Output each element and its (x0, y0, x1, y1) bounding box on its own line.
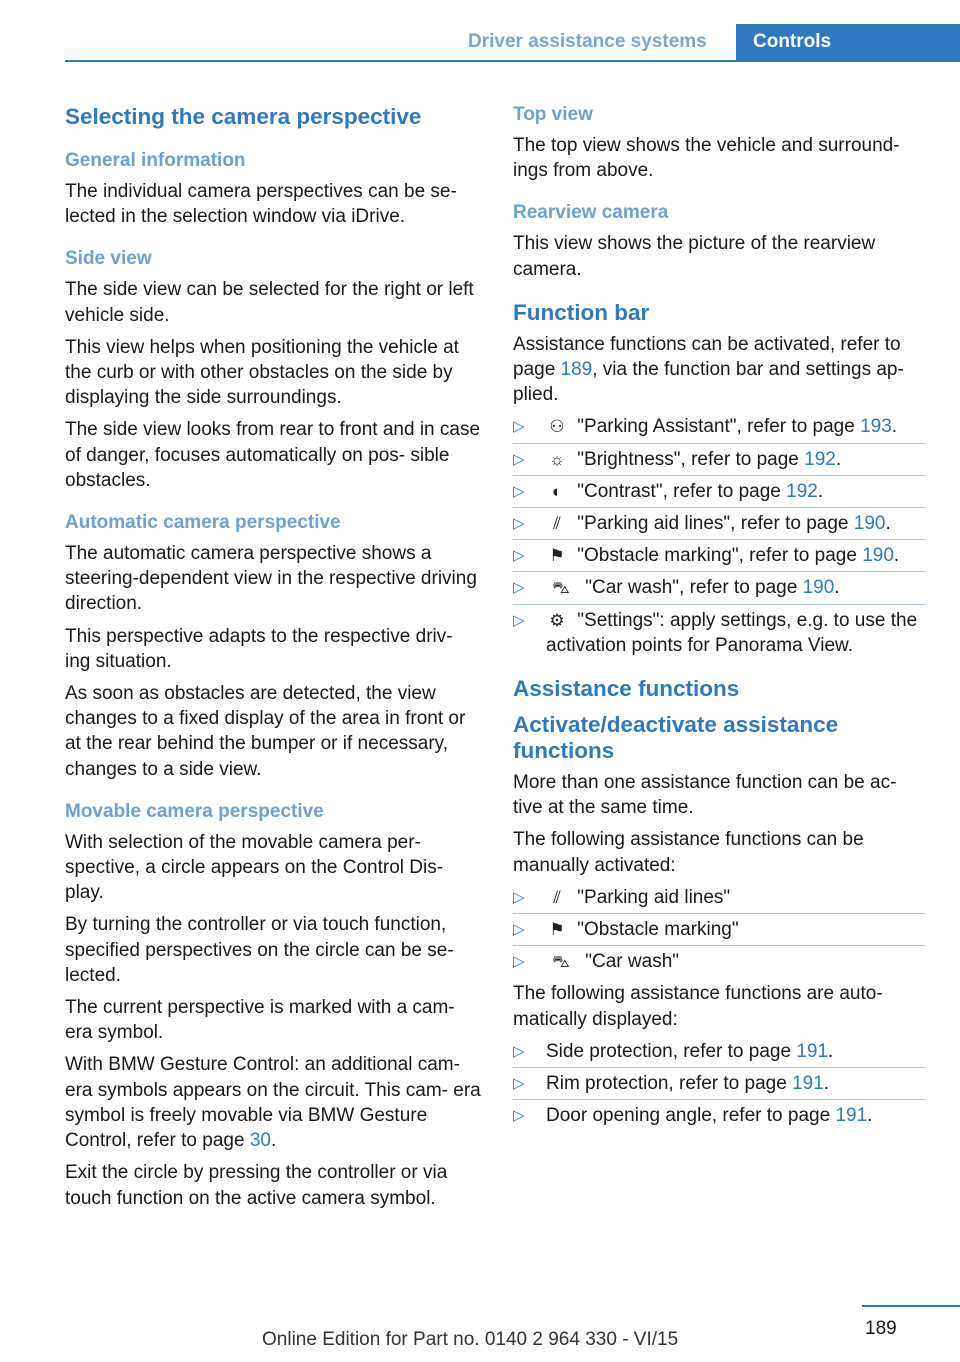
general-paragraph: The individual camera perspectives can be se‐ lected in the selection window via iDrive. (65, 181, 457, 228)
side-view-heading: Side view (65, 248, 152, 270)
header-rule (65, 60, 960, 62)
movable-paragraph-4: With BMW Gesture Control: an additional cam‐ era symbols appears on the circuit. This cam‐ era symbol is freely movable via BMW Gesture Control, refer to page 30. (65, 1054, 481, 1152)
top-view-paragraph: The top view shows the vehicle and surround‐ ings from above. (513, 135, 900, 182)
movable-paragraph-4-text: With BMW Gesture Control: an additional cam‐ era symbols appears on the circuit. This cam‐ era symbol is freely movable via BMW Gesture Control, refer to page (65, 1054, 481, 1152)
list-marker-icon: ▷ (513, 921, 525, 939)
page-link-190[interactable]: 190 (862, 545, 894, 567)
list-marker-icon: ▷ (513, 482, 525, 500)
activate-paragraph-1: More than one assistance function can be ac‐ tive at the same time. (513, 772, 897, 819)
parking-aid-lines-icon: ⫽ (553, 514, 561, 534)
manual-functions-list (513, 885, 925, 975)
rearview-camera-heading: Rearview camera (513, 202, 669, 224)
footer-rule (862, 1305, 960, 1307)
settings-gear-icon: ⚙ (549, 610, 565, 630)
section-title: Selecting the camera perspective (65, 104, 422, 129)
side-view-paragraph-2: This view helps when positioning the vehicle at the curb or with other obstacles on the side by displaying the side surroundings. (65, 336, 459, 409)
automatic-paragraph-3: As soon as obstacles are detected, the view changes to a fixed display of the area in front or at the rear behind the bumper or if necessary, changes to a side view. (65, 683, 466, 780)
list-marker-icon: ▷ (513, 418, 525, 436)
movable-paragraph-2: By turning the controller or via touch function, specified perspectives on the circle can be se‐ lected. (65, 914, 454, 986)
assistance-functions-heading: Assistance functions (513, 676, 740, 702)
car-wash-icon: ⛍ (552, 952, 570, 972)
movable-paragraph-5: Exit the circle by pressing the controller or via touch function on the active camera symbol. (65, 1162, 448, 1209)
right-column (513, 103, 925, 1135)
page-link-191[interactable]: 191 (796, 1040, 829, 1062)
list-marker-icon: ▷ (513, 450, 525, 468)
car-wash-icon: ⛍ (552, 578, 570, 598)
list-marker-icon: ▷ (513, 888, 525, 906)
list-item: ▷ Door opening angle, refer to page 191. (513, 1103, 925, 1128)
list-item: ▷ Rim protection, refer to page 191. (513, 1071, 925, 1096)
list-marker-icon: ▷ (513, 1075, 525, 1093)
page-link-191[interactable]: 191 (792, 1073, 824, 1095)
page-link-189[interactable]: 189 (560, 359, 593, 381)
left-column (65, 103, 483, 1218)
list-item: ▷ ⛍ "Car wash", refer to page 190. (513, 575, 925, 600)
movable-paragraph-1: With selection of the movable camera per‐ spective, a circle appears on the Control Dis‐ play. (65, 831, 444, 904)
list-marker-icon: ▷ (513, 1042, 525, 1060)
page-link-192[interactable]: 192 (804, 448, 836, 470)
list-marker-icon: ▷ (513, 1107, 525, 1125)
activate-paragraph-2: The following assistance functions can be manually activated: (513, 829, 864, 876)
function-bar-text-b: , via the function bar and settings ap‐ plied. (513, 359, 904, 406)
side-view-paragraph-1: The side view can be selected for the right or left vehicle side. (65, 279, 474, 326)
auto-functions-list (513, 1039, 925, 1129)
list-marker-icon: ▷ (513, 611, 525, 629)
top-view-heading: Top view (513, 104, 593, 125)
list-item: ▷ ☼ "Brightness", refer to page 192. (513, 447, 925, 472)
header-chapter-label: Controls (753, 31, 832, 52)
page-link-193[interactable]: 193 (860, 416, 892, 438)
list-item: ▷ ⚑ "Obstacle marking", refer to page 190. (513, 543, 925, 568)
movable-paragraph-3: The current perspective is marked with a cam‐ era symbol. (65, 997, 455, 1044)
header-section-title: Driver assistance systems (468, 31, 707, 52)
list-marker-icon: ▷ (513, 579, 525, 597)
function-bar-list (513, 414, 925, 658)
activate-deactivate-heading: Activate/deactivate assistance functions (513, 712, 839, 764)
obstacle-marking-icon: ⚑ (549, 546, 565, 566)
list-item: ▷ ⫽ "Parking aid lines" (513, 885, 925, 910)
automatic-paragraph-1: The automatic camera perspective shows a steering-dependent view in the respective driving direction. (65, 543, 477, 615)
contrast-icon: ◐ (551, 481, 563, 501)
page-number: 189 (865, 1318, 897, 1339)
list-item: ▷ ⚙ "Settings": apply settings, e.g. to use the activation points for Panorama View. (513, 609, 918, 656)
page-link-30[interactable]: 30 (249, 1130, 271, 1152)
page-link-192[interactable]: 192 (786, 480, 818, 502)
list-item: ▷ ◐ "Contrast", refer to page 192. (513, 479, 925, 504)
general-heading: General information (65, 150, 246, 171)
list-item: ▷ ⛍ "Car wash" (513, 949, 925, 974)
function-bar-heading: Function bar (513, 299, 650, 325)
header-chapter-tab (736, 24, 960, 62)
list-marker-icon: ▷ (513, 953, 525, 971)
movable-perspective-heading: Movable camera perspective (65, 800, 324, 822)
page-link-190[interactable]: 190 (802, 577, 835, 599)
edition-note: Online Edition for Part no. 0140 2 964 330 - VI/15 (262, 1329, 679, 1350)
page-link-190[interactable]: 190 (853, 513, 886, 535)
automatic-paragraph-2: This perspective adapts to the respective driv‐ ing situation. (65, 625, 453, 672)
list-item: ▷ ⚑ "Obstacle marking" (513, 917, 925, 942)
list-item: ▷ ⫽ "Parking aid lines", refer to page 190. (513, 511, 925, 536)
list-item: ▷ Side protection, refer to page 191. (513, 1039, 925, 1064)
list-item: ▷ ⚇ "Parking Assistant", refer to page 193. (513, 414, 925, 439)
function-bar-paragraph (513, 332, 925, 408)
rearview-camera-paragraph: This view shows the picture of the rearview camera. (513, 233, 876, 280)
function-bar-text-a: Assistance functions can be activated, refer to page (513, 333, 901, 381)
parking-aid-lines-icon: ⫽ (553, 887, 561, 907)
activate-paragraph-3: The following assistance functions are auto‐ matically displayed: (513, 983, 883, 1030)
list-marker-icon: ▷ (513, 547, 525, 565)
parking-assistant-icon: ⚇ (549, 417, 565, 437)
page-link-191[interactable]: 191 (835, 1105, 868, 1127)
obstacle-marking-icon: ⚑ (549, 920, 565, 940)
side-view-paragraph-3: The side view looks from rear to front and in case of danger, focuses automatically on pos‐ sible obstacles. (65, 419, 481, 491)
brightness-icon: ☼ (549, 449, 565, 469)
list-marker-icon: ▷ (513, 515, 525, 533)
automatic-perspective-heading: Automatic camera perspective (65, 512, 341, 534)
